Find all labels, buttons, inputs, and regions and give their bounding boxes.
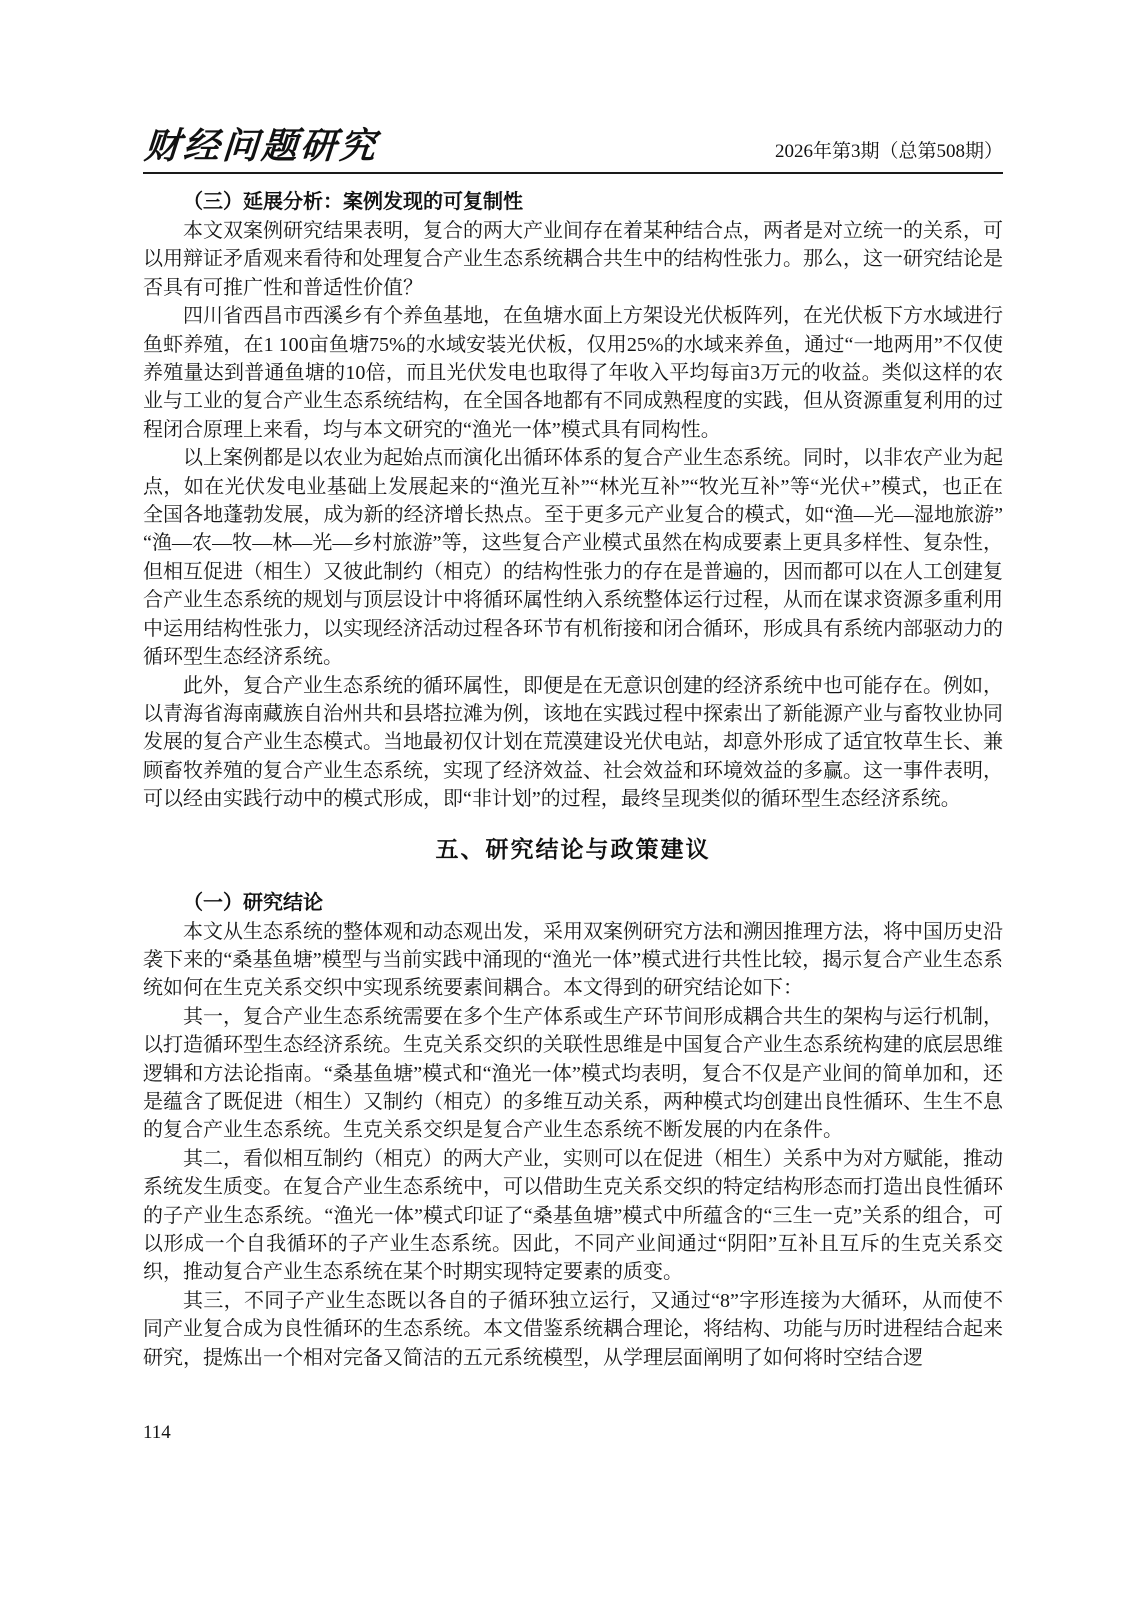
chapter-heading-conclusions-and-policy: 五、研究结论与政策建议 [435, 835, 711, 862]
paragraph-qinghai-talatan-case: 此外，复合产业生态系统的循环属性，即便是在无意识创建的经济系统中也可能存在。例如，以青海省海南藏族自治州共和县塔拉滩为例，该地在实践过程中探索出了新能源产业与畜牧业协同发展的复合产业生态模式。当地最初仅计划在荒漠建设光伏电站，却意外形成了适宜牧草生长、兼顾畜牧养殖的复合产业生态系统，实现了经济效益、社会效益和环境效益的多赢。这一事件表明，可以经由实践行动中的模式形成，即“非计划”的过程，最终呈现类似的循环型生态经济系统。 [143, 674, 1003, 811]
page-number: 114 [143, 1422, 171, 1443]
paragraph-conclusion-two: 其二，看似相互制约（相克）的两大产业，实则可以在促进（相生）关系中为对方赋能，推动系统发生质变。在复合产业生态系统中，可以借助生克关系交织的特定结构形态而打造出良性循环的子产业生态系统。“渔光一体”模式印证了“桑基鱼塘”模式中所蕴含的“三生一克”关系的组合，可以形成一个自我循环的子产业生态系统。因此，不同产业间通过“阴阳”互补且互斥的生克关系交织，推动复合产业生态系统在某个时期实现特定要素的质变。 [143, 1147, 1003, 1284]
paragraph-xichang-fishery-case: 四川省西昌市西溪乡有个养鱼基地，在鱼塘水面上方架设光伏板阵列，在光伏板下方水域进行鱼虾养殖，在1 100亩鱼塘75%的水域安装光伏板，仅用25%的水域来养鱼，通过“一地两用”不仅使养殖量达到普通鱼塘的10倍，而且光伏发电也取得了年收入平均每亩3万元的收益。类似这样的农业与工业的复合产业生态系统结构，在全国各地都有不同成熟程度的实践，但从资源重复利用的过程闭合原理上来看，均与本文研究的“渔光一体”模式具有同构性。 [143, 305, 1003, 441]
issue-info: 2026年第3期（总第508期） [774, 141, 1003, 162]
section-heading-extension-analysis: （三）延展分析：案例发现的可复制性 [183, 191, 523, 213]
paragraph-conclusions-intro: 本文从生态系统的整体观和动态观出发，采用双案例研究方法和溯因推理方法，将中国历史沿袭下来的“桑基鱼塘”模型与当前实践中涌现的“渔光一体”模式进行共性比较，揭示复合产业生态系统如何在生克关系交织中实现系统要素间耦合。本文得到的研究结论如下： [143, 920, 1003, 1000]
paragraph-conclusion-three: 其三，不同子产业生态既以各自的子循环独立运行，又通过“8”字形连接为大循环，从而使不同产业复合成为良性循环的生态系统。本文借鉴系统耦合理论，将结构、功能与历时进程结合起来研究，提炼出一个相对完备又简洁的五元系统模型，从学理层面阐明了如何将时空结合逻 [143, 1289, 1003, 1369]
journal-logo: 财经问题研究 [143, 126, 380, 166]
paragraph-replicability-intro: 本文双案例研究结果表明，复合的两大产业间存在着某种结合点，两者是对立统一的关系，可以用辩证矛盾观来看待和处理复合产业生态系统耦合共生中的结构性张力。那么，这一研究结论是否具有可推广性和普适性价值？ [143, 220, 1003, 299]
page-header [143, 126, 1003, 174]
paragraph-pv-plus-modes: 以上案例都是以农业为起始点而演化出循环体系的复合产业生态系统。同时，以非农产业为起点，如在光伏发电业基础上发展起来的“渔光互补”“林光互补”“牧光互补”等“光伏+”模式，也正在全国各地蓬勃发展，成为新的经济增长热点。至于更多元产业复合的模式，如“渔—光—湿地旅游”“渔—农—牧—林—光—乡村旅游”等，这些复合产业模式虽然在构成要素上更具多样性、复杂性，但相互促进（相生）又彼此制约（相克）的结构性张力的存在是普遍的，因而都可以在人工创建复合产业生态系统的规划与顶层设计中将循环属性纳入系统整体运行过程，从而在谋求资源多重利用中运用结构性张力，以实现经济活动过程各环节有机衔接和闭合循环，形成具有系统内部驱动力的循环型生态经济系统。 [143, 447, 1003, 669]
paragraph-conclusion-one: 其一，复合产业生态系统需要在多个生产体系或生产环节间形成耦合共生的架构与运行机制，以打造循环型生态经济系统。生克关系交织的关联性思维是中国复合产业生态系统构建的底层思维逻辑和方法论指南。“桑基鱼塘”模式和“渔光一体”模式均表明，复合不仅是产业间的简单加和，还是蕴含了既促进（相生）又制约（相克）的多维互动关系，两种模式均创建出良性循环、生生不息的复合产业生态系统。生克关系交织是复合产业生态系统不断发展的内在条件。 [143, 1005, 1003, 1142]
page-footer [143, 1422, 171, 1444]
page-content [143, 126, 1003, 1372]
section-heading-research-conclusions: （一）研究结论 [183, 891, 323, 914]
page-body [143, 187, 1003, 1372]
